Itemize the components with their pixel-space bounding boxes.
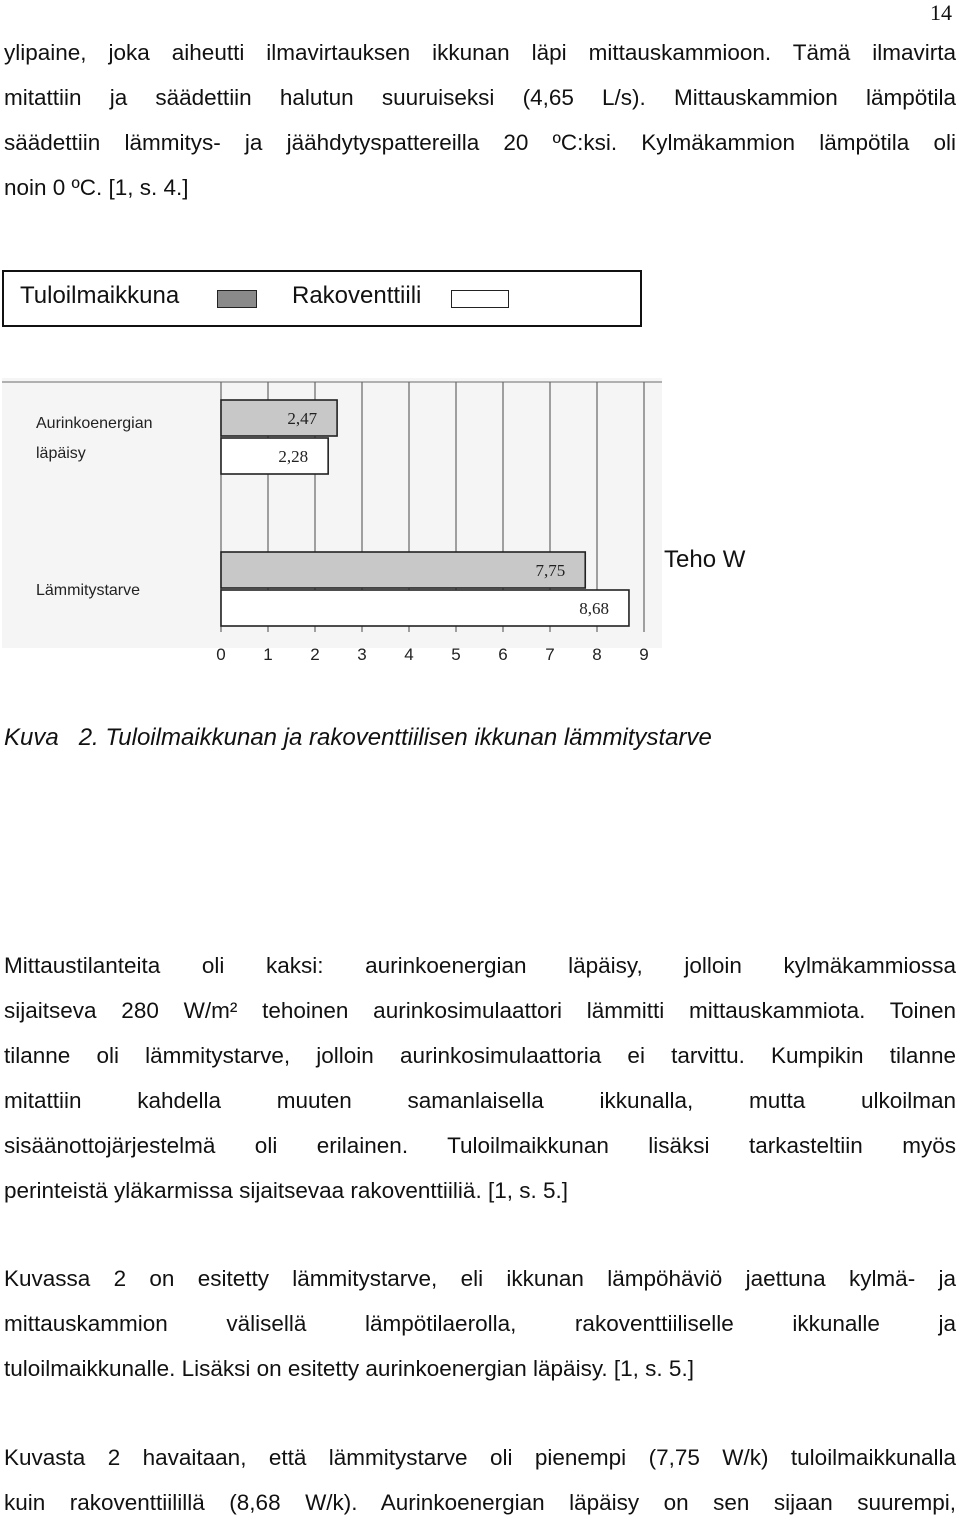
body-paragraph-1: [4, 943, 956, 1213]
data-label: 2,47: [287, 409, 318, 428]
data-label: 2,28: [278, 447, 309, 466]
bar-rakoventtiili: [221, 438, 328, 474]
caption-prefix: Kuva: [4, 724, 59, 751]
x-tick-label: 1: [263, 645, 273, 664]
bar-chart: [0, 370, 700, 670]
text-line: ylipaine, joka aiheutti ilmavirtauksen ikkunan läpi mittauskammioon. Tämä ilmavirta: [4, 40, 956, 65]
bar-tuloilmaikkuna: [221, 400, 337, 436]
legend-swatch-tuloilmaikkuna: [217, 290, 257, 308]
text-line: sisäänottojärjestelmä oli erilainen. Tuloilmaikkunan lisäksi tarkasteltiin myös: [4, 1133, 956, 1158]
data-label: 7,75: [535, 561, 566, 580]
body-paragraph-2: [4, 1256, 956, 1391]
x-tick-label: 5: [451, 645, 461, 664]
legend-swatch-rakoventtiili: [451, 290, 509, 308]
text-line: säädettiin lämmitys- ja jäähdytyspattereilla 20 ºC:ksi. Kylmäkammion lämpötila oli: [4, 130, 956, 155]
text-line: tilanne oli lämmitystarve, jolloin aurinkosimulaattoria ei tarvittu. Kumpikin tilanne: [4, 1043, 956, 1068]
x-tick-label: 4: [404, 645, 414, 664]
text-line: Kuvasta 2 havaitaan, että lämmitystarve oli pienempi (7,75 W/k) tuloilmaikkunalla: [4, 1445, 956, 1470]
legend-label-tuloilmaikkuna: Tuloilmaikkuna: [20, 282, 180, 309]
text-line: perinteistä yläkarmissa sijaitsevaa rakoventtiiliä. [1, s. 5.]: [4, 1178, 568, 1203]
text-line: Mittaustilanteita oli kaksi: aurinkoenergian läpäisy, jolloin kylmäkammiossa: [4, 953, 956, 978]
x-axis-label: Teho W: [664, 546, 746, 573]
x-tick-label: 8: [592, 645, 602, 664]
intro-paragraph: [4, 30, 956, 210]
text-line: mittauskammion välisellä lämpötilaerolla, rakoventtiiliselle ikkunalle ja: [4, 1311, 956, 1336]
text-line: sijaitseva 280 W/m² tehoinen aurinkosimulaattori lämmitti mittauskammiota. Toinen: [4, 998, 956, 1023]
bar-tuloilmaikkuna: [221, 552, 585, 588]
page-number: 14: [930, 0, 952, 25]
chart-legend: [2, 270, 642, 327]
caption-text: Tuloilmaikkunan ja rakoventtiilisen ikkunan lämmitystarve: [105, 724, 712, 751]
x-tick-label: 2: [310, 645, 320, 664]
x-tick-label: 0: [216, 645, 226, 664]
body-paragraph-3: [4, 1435, 956, 1525]
caption-number: 2.: [78, 724, 99, 751]
category-label: Lämmitystarve: [36, 582, 141, 599]
figure-caption: [4, 724, 712, 752]
text-line: noin 0 ºC. [1, s. 4.]: [4, 175, 189, 200]
text-line: mitattiin kahdella muuten samanlaisella ikkunalla, mutta ulkoilman: [4, 1088, 956, 1113]
text-line: Kuvassa 2 on esitetty lämmitystarve, eli ikkunan lämpöhäviö jaettuna kylmä- ja: [4, 1266, 956, 1291]
x-tick-label: 3: [357, 645, 367, 664]
x-tick-label: 7: [545, 645, 555, 664]
text-line: mitattiin ja säädettiin halutun suuruiseksi (4,65 L/s). Mittauskammion lämpötila: [4, 85, 956, 110]
category-label: Aurinkoenergian: [36, 415, 153, 432]
data-label: 8,68: [579, 599, 609, 618]
category-label: läpäisy: [36, 445, 86, 462]
bar-rakoventtiili: [221, 590, 629, 626]
x-tick-label: 9: [639, 645, 649, 664]
text-line: kuin rakoventtiilillä (8,68 W/k). Aurinkoenergian läpäisy on sen sijaan suurempi,: [4, 1490, 956, 1515]
x-tick-label: 6: [498, 645, 508, 664]
legend-label-rakoventtiili: Rakoventtiili: [292, 282, 422, 309]
text-line: tuloilmaikkunalle. Lisäksi on esitetty aurinkoenergian läpäisy. [1, s. 5.]: [4, 1356, 694, 1381]
